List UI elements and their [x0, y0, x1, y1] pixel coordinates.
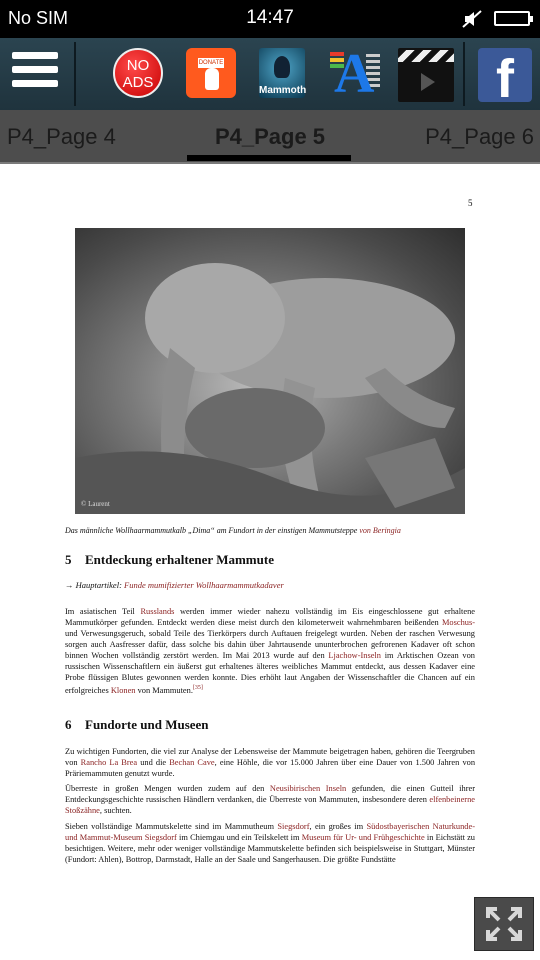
text-link[interactable]: Russlands	[140, 607, 175, 616]
mammoth-app-button[interactable]	[259, 48, 305, 98]
play-icon	[421, 73, 435, 91]
no-ads-button[interactable]	[113, 48, 163, 98]
section6-paragraph-3: Sieben vollständige Mammutskelette sind im Mammutheum Siegsdorf, ein großes im Südostbayerischen Naturkunde- und Mammut-Museum Siegsdorf im Chiemgau und ein Teilskelett im Museum für Ur- und Frühgeschichte in Eichstätt zu besichtigen. Weitere, mehr oder weniger vollständige Mammutskelette befinden sich beispielsweise in Stuttgart, Münster (Fundort: Ahlen), Bottrop, Darmstadt, Halle an der Saale und Sangerhausen. Die größte Fundstätte	[65, 822, 475, 864]
tab-page-4[interactable]: P4_Page 4	[7, 124, 116, 149]
text-link[interactable]: Klonen	[110, 685, 136, 695]
donate-button[interactable]	[186, 48, 236, 98]
carrier-label: No SIM	[8, 8, 69, 28]
fullscreen-button[interactable]	[474, 897, 534, 951]
tab-page-5[interactable]: P4_Page 5	[214, 124, 326, 149]
photo-caption: Das männliche Wollhaarmammutkalb „Dima“ am Fundort in der einstigen Mammutsteppe von Beringia	[65, 526, 401, 535]
battery-icon	[494, 11, 530, 26]
section6-paragraph-2: Überreste in großen Mengen wurden zudem auf den Neusibirischen Inseln gefunden, die einen Gutteil ihrer Entdeckungsgeschichte russischen Händlern verdanken, die Überreste von Mammuten, insbesondere deren elfenbeinerne Stoßzähne, suchten.	[65, 784, 475, 815]
mammoth-label: Mammoth	[259, 85, 307, 96]
text-link[interactable]: Moschus-	[441, 618, 475, 627]
section6-paragraph-1: Zu wichtigen Fundorten, die viel zur Analyse der Lebensweise der Mammute beigetragen haben, gehören die Teergruben von Rancho La Brea und die Bechan Cave, eine Höhle, die vor 15.000 Jahren über eine Dauer von 1.500 Jahren von Präriemammuten genutzt wurde.	[65, 747, 476, 778]
active-tab-indicator	[187, 155, 351, 161]
toolbar-divider	[463, 42, 465, 106]
font-size-button[interactable]	[330, 43, 380, 105]
page-number: 5	[468, 198, 473, 208]
document-page[interactable]	[0, 164, 540, 960]
photo-credit: © Laurent	[81, 500, 110, 508]
section5-paragraph: Im asiatischen Teil Russlands werden immer wieder nahezu vollständig im Eis eingeschlossene gut erhaltene Mammutkörper gefunden. Entdeckt werden diese meist durch den kilometerweit wahrnehmbaren beißenden Moschus- und Verwesungsgeruch, sobald Teile des Tierkörpers durch Auftauen freigelegt wurden. Neben der raschen Verwesung sorgen auch Aasfresser dafür, dass solche bis dahin über Jahrtausende ununterbrochen gefrorenen Kadaver oft schon binnen Wochen vollständig zerstört werden. Im Mai 2013 wurde auf den Ljachow-Inseln im Arktischen Ozean von russischen Wissenschaftlern ein äußerst gut erhaltenes älteres weibliches Mammut entdeckt, aus dessen Kadaver eine Probe flüssigen Blutes gewonnen werden konnte. Dies erhöht laut Angaben der Wissenschaftler die Chancen auf ein erfolgreiches Klonen von Mammuten.[35]	[65, 607, 475, 695]
caption-link[interactable]: von Beringia	[359, 526, 401, 535]
text-link[interactable]: Rancho La Brea	[80, 758, 138, 767]
section-heading: 6 Fundorte und Museen	[65, 717, 209, 732]
text-link[interactable]: Siegsdorf	[277, 822, 310, 831]
text-link[interactable]: Neusibirischen Inseln	[269, 784, 347, 793]
clock: 14:47	[246, 7, 294, 28]
text-link[interactable]: Südostbayerischen Naturkunde- und Mammut-Museum Siegsdorf	[65, 822, 475, 842]
mammoth-icon	[274, 56, 290, 78]
donate-label: DONATE	[198, 60, 224, 66]
video-button[interactable]	[398, 48, 454, 102]
tab-page-6[interactable]: P4_Page 6	[425, 124, 534, 149]
menu-icon[interactable]	[12, 52, 58, 96]
expand-icon	[475, 898, 533, 950]
section-heading: 5 Entdeckung erhaltener Mammute	[65, 552, 274, 567]
facebook-button[interactable]	[478, 48, 532, 102]
mute-icon	[462, 9, 482, 29]
main-article-note: → Hauptartikel: Funde mumifizierter Wollhaarmammutkadaver	[65, 580, 284, 590]
facebook-icon: f	[496, 49, 514, 102]
text-link[interactable]: Museum für Ur- und Frühgeschichte	[301, 833, 425, 842]
pointing-hand-icon	[205, 68, 219, 90]
mammoth-calf-photo	[75, 228, 465, 514]
no-ads-line2: ADS	[122, 74, 154, 91]
status-bar	[0, 0, 540, 38]
text-link[interactable]: Bechan Cave	[169, 758, 215, 767]
main-article-link[interactable]: Funde mumifizierter Wollhaarmammutkadaver	[124, 580, 284, 590]
no-ads-line1: NO	[126, 57, 150, 74]
reference-link[interactable]: [35]	[192, 685, 203, 691]
toolbar-divider	[74, 42, 76, 106]
page-tabs	[0, 110, 540, 164]
text-link[interactable]: Ljachow-Inseln	[328, 651, 381, 660]
app-toolbar	[0, 38, 540, 110]
clapperboard-icon	[398, 50, 454, 62]
font-letter-icon: A	[334, 43, 375, 105]
text-link[interactable]: elfenbeinerne Stoßzähne	[65, 795, 475, 815]
